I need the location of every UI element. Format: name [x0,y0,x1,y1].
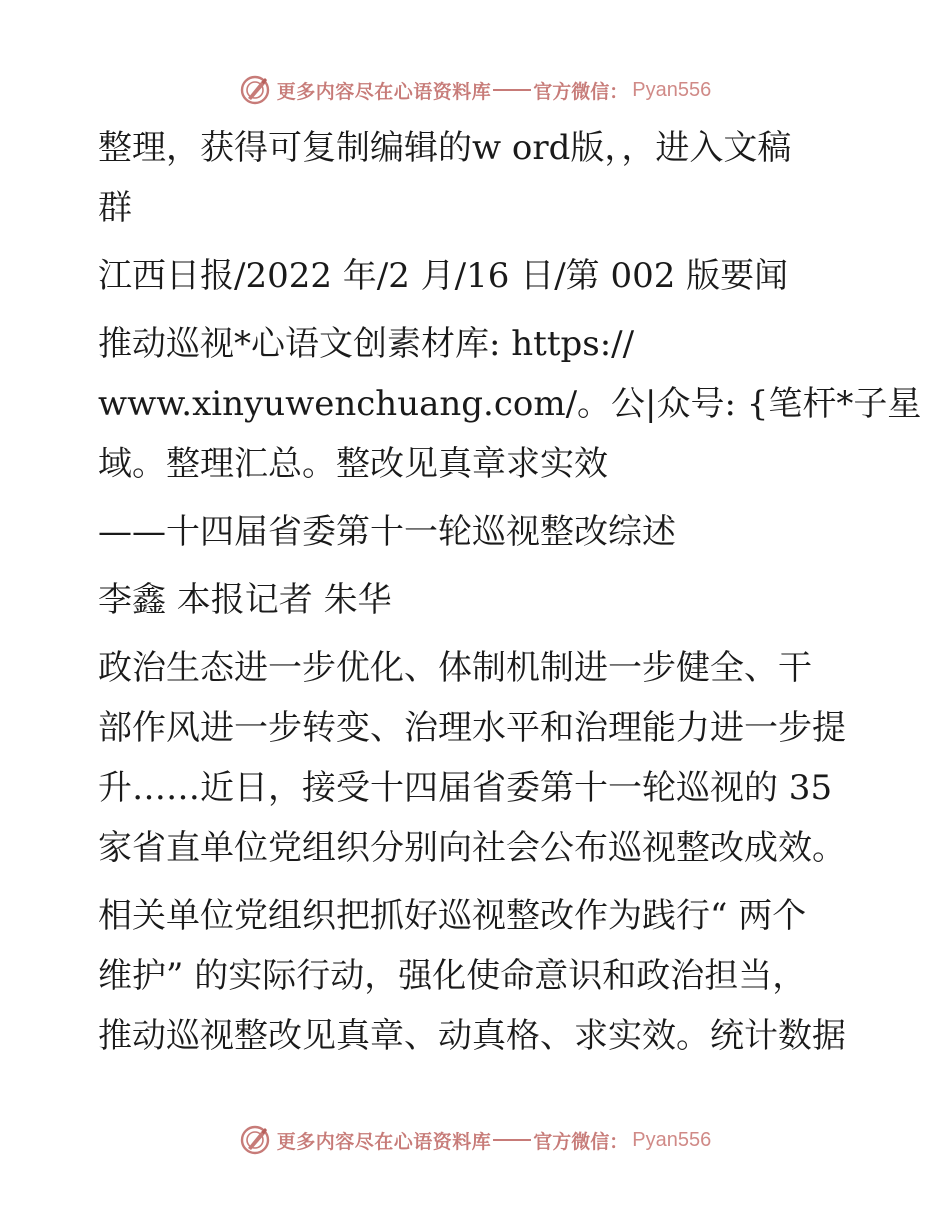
banner-official-label: 官方微信： [533,80,629,103]
text-line: ——十四届省委第十一轮巡视整改综述 [98,512,676,552]
footer-banner [0,1120,950,1160]
text-line: 域。整理汇总。整改见真章求实效 [98,444,608,484]
paragraph-intro [98,118,850,238]
pen-logo-icon [239,1124,271,1156]
paragraph-title [98,314,922,494]
banner-wechat-id: Pyan556 [632,78,712,101]
text-line: www.xinyuwenchuang.com/。公|众号: {笔杆*子星 [98,384,922,424]
text-line: 政治生态进一步优化、体制机制进一步健全、干 [98,648,812,688]
text-line: 江西日报/2022 年/2 月/16 日/第 002 版要闻 [98,256,789,296]
text-line: 相关单位党组织把抓好巡视整改作为践行“ 两个 [98,896,807,936]
paragraph-body-2 [98,886,850,1066]
paragraph-body-1 [98,638,850,878]
paragraph-subtitle [98,502,850,562]
banner-wechat-id: Pyan556 [632,1128,712,1151]
text-line: 升……近日，接受十四届省委第十一轮巡视的 35 [98,768,833,808]
text-line: 维护” 的实际行动，强化使命意识和政治担当， [98,956,807,996]
banner-main-text: 更多内容尽在心语资料库 [276,1130,492,1153]
text-line: 群 [98,188,132,228]
banner-official-label: 官方微信： [533,1130,629,1153]
pen-logo-icon [239,74,271,106]
text-line: 推动巡视*心语文创素材库: https:// [98,324,635,364]
text-line: 李鑫 本报记者 朱华 [98,580,392,620]
banner-dash [493,89,531,91]
header-banner [0,70,950,110]
text-line: 家省直单位党组织分别向社会公布巡视整改成效。 [98,828,846,868]
paragraph-byline [98,570,850,630]
text-line: 推动巡视整改见真章、动真格、求实效。统计数据 [98,1016,846,1056]
document-body [98,118,922,1066]
banner-main-text: 更多内容尽在心语资料库 [276,80,492,103]
banner-dash [493,1139,531,1141]
text-line: 整理，获得可复制编辑的w ord版，，进入文稿 [98,128,792,168]
text-line: 部作风进一步转变、治理水平和治理能力进一步提 [98,708,846,748]
paragraph-source [98,246,850,306]
